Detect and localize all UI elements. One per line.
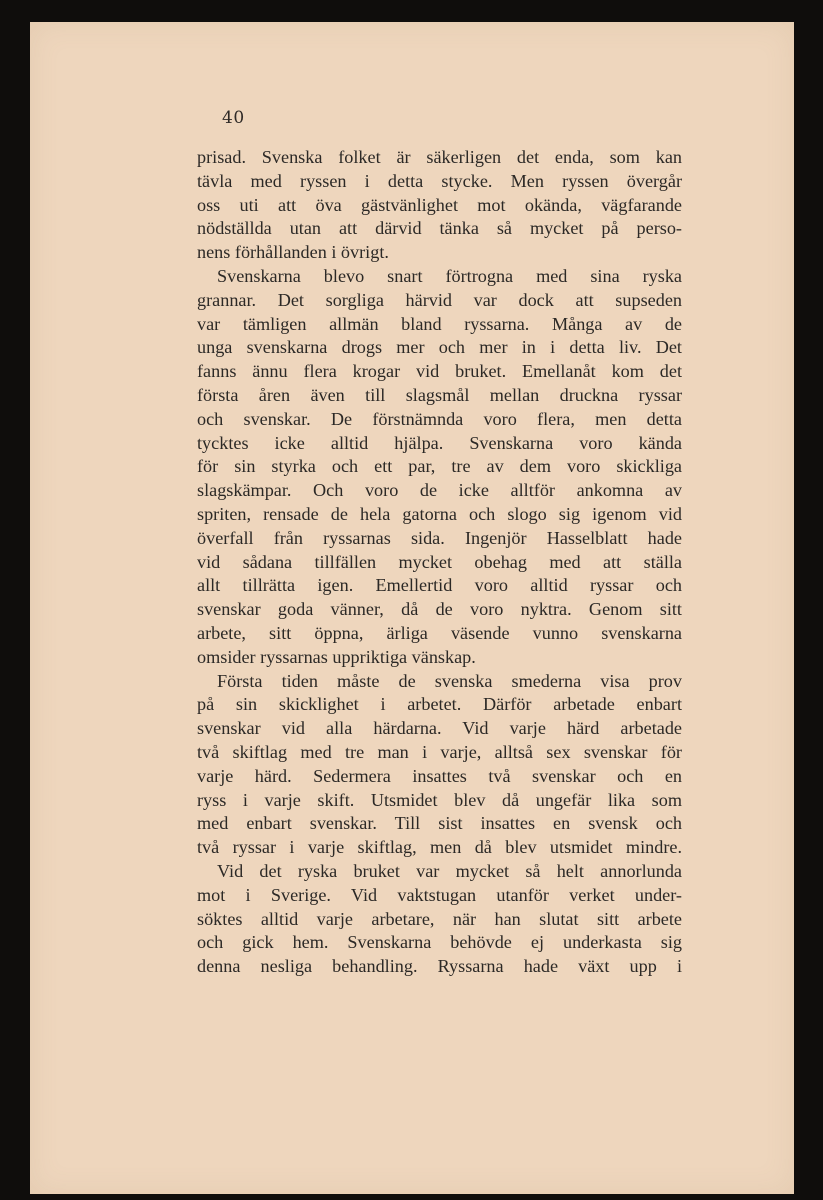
text-line: Svenskarna blevo snart förtrogna med sina ryska	[217, 265, 682, 286]
text-line: och gick hem. Svenskarna behövde ej underkasta sig	[197, 932, 682, 953]
text-line: varje härd. Sedermera insattes två svenskar och en	[197, 765, 682, 786]
text-line: på sin skicklighet i arbetet. Därför arbetade enbart	[197, 694, 682, 715]
text-line: arbete, sitt öppna, ärliga väsende vunno svenskarna	[197, 622, 682, 643]
text-line: två skiftlag med tre man i varje, alltså sex svenskar för	[197, 741, 682, 762]
text-line: svenskar vid alla härdarna. Vid varje härd arbetade	[197, 718, 682, 739]
text-line: omsider ryssarnas uppriktiga vänskap.	[197, 646, 476, 667]
text-line: och svenskar. De förstnämnda voro flera, men detta	[197, 408, 682, 429]
text-line: slagskämpar. Och voro de icke alltför ankomna av	[197, 480, 682, 501]
text-line: allt tillrätta igen. Emellertid voro alltid ryssar och	[197, 575, 682, 596]
body-text	[197, 146, 682, 979]
text-line: mot i Sverige. Vid vaktstugan utanför verket under-	[197, 884, 682, 905]
text-line: vid sådana tillfällen mycket obehag med att ställa	[197, 551, 682, 572]
text-line: överfall från ryssarnas sida. Ingenjör Hasselblatt hade	[197, 527, 682, 548]
text-line: nens förhållanden i övrigt.	[197, 242, 389, 263]
text-line: fanns ännu flera krogar vid bruket. Emellanåt kom det	[197, 361, 682, 382]
text-line: grannar. Det sorgliga härvid var dock att supseden	[197, 289, 682, 310]
text-line: prisad. Svenska folket är säkerligen det enda, som kan	[197, 147, 682, 167]
text-line: spriten, rensade de hela gatorna och slogo sig igenom vid	[197, 503, 682, 524]
text-line: denna nesliga behandling. Ryssarna hade växt upp i	[197, 956, 682, 977]
text-line: Första tiden måste de svenska smederna visa prov	[217, 670, 682, 691]
text-line: tävla med ryssen i detta stycke. Men ryssen övergår	[197, 170, 682, 191]
text-line: ryss i varje skift. Utsmidet blev då ungefär lika som	[197, 789, 682, 810]
text-line: tycktes icke alltid hjälpa. Svenskarna voro kända	[197, 432, 682, 453]
text-line: nödställda utan att därvid tänka så mycket på perso-	[197, 218, 682, 239]
book-page	[30, 22, 794, 1194]
text-line: svenskar goda vänner, då de voro nyktra. Genom sitt	[197, 599, 682, 620]
page-number: 40	[222, 108, 245, 128]
text-line: två ryssar i varje skiftlag, men då blev utsmidet mindre.	[197, 837, 682, 858]
text-line: unga svenskarna drogs mer och mer in i detta liv. Det	[197, 337, 682, 358]
text-line: söktes alltid varje arbetare, när han slutat sitt arbete	[197, 908, 682, 929]
text-line: för sin styrka och ett par, tre av dem voro skickliga	[197, 456, 682, 477]
text-line: med enbart svenskar. Till sist insattes en svensk och	[197, 813, 682, 834]
text-line: första åren även till slagsmål mellan druckna ryssar	[197, 384, 682, 405]
text-line: var tämligen allmän bland ryssarna. Många av de	[197, 313, 682, 334]
text-line: oss uti att öva gästvänlighet mot okända, vägfarande	[197, 194, 682, 215]
text-line: Vid det ryska bruket var mycket så helt annorlunda	[217, 860, 682, 881]
